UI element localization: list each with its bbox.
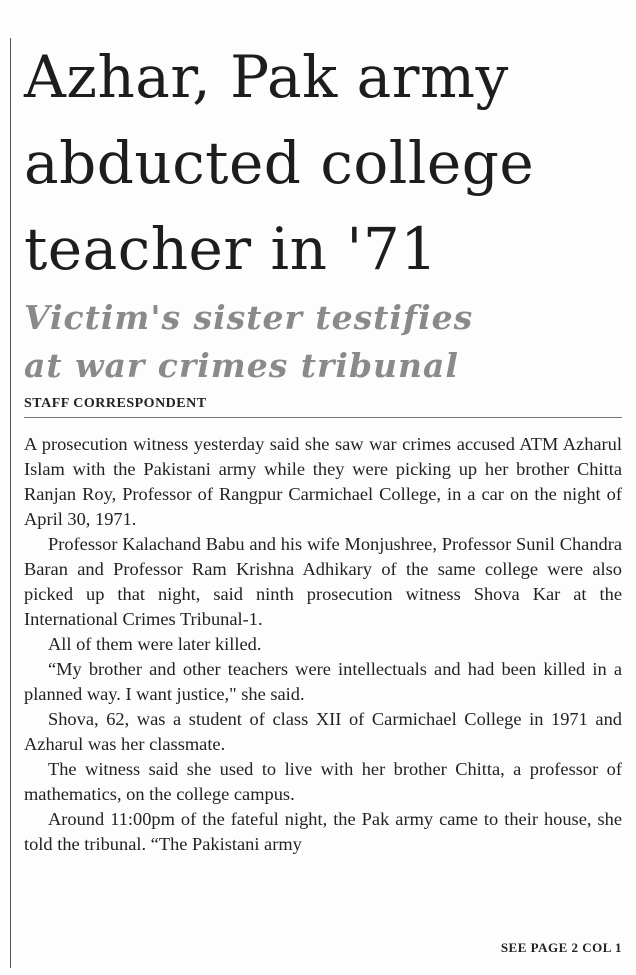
article-body [24, 432, 622, 857]
headline-line: Azhar, Pak army [24, 43, 509, 111]
article-column [24, 34, 622, 857]
body-paragraph: All of them were later killed. [48, 634, 262, 654]
subheadline [24, 294, 622, 390]
body-paragraph: “My brother and other teachers were intellectuals and had been killed in a planned way. I want justice," she said. [24, 659, 622, 704]
body-paragraph: Professor Kalachand Babu and his wife Monjushree, Professor Sunil Chandra Baran and Professor Ram Krishna Adhikary of the same college were also picked up that night, said ninth prosecution witness Shova Kar at the International Crimes Tribunal-1. [24, 534, 622, 629]
continued-on-page-link[interactable]: SEE PAGE 2 COL 1 [500, 940, 622, 955]
byline-divider [24, 417, 622, 418]
body-paragraph: Around 11:00pm of the fateful night, the Pak army came to their house, she told the tribunal. “The Pakistani army [24, 809, 622, 854]
byline: STAFF CORRESPONDENT [24, 396, 207, 411]
headline-line: abducted college [24, 129, 535, 197]
headline [24, 34, 622, 292]
body-paragraph: A prosecution witness yesterday said she saw war crimes accused ATM Azharul Islam with the Pakistani army while they were picking up her brother Chitta Ranjan Roy, Professor of Rangpur Carmichael College, in a car on the night of April 30, 1971. [24, 434, 622, 529]
column-rule [10, 38, 11, 968]
body-paragraph: Shova, 62, was a student of class XII of Carmichael College in 1971 and Azharul was her classmate. [24, 709, 622, 754]
subheadline-line: at war crimes tribunal [24, 346, 459, 385]
subheadline-line: Victim's sister testifies [24, 298, 474, 337]
body-paragraph: The witness said she used to live with her brother Chitta, a professor of mathematics, on the college campus. [24, 759, 622, 804]
headline-line: teacher in '71 [24, 215, 438, 283]
